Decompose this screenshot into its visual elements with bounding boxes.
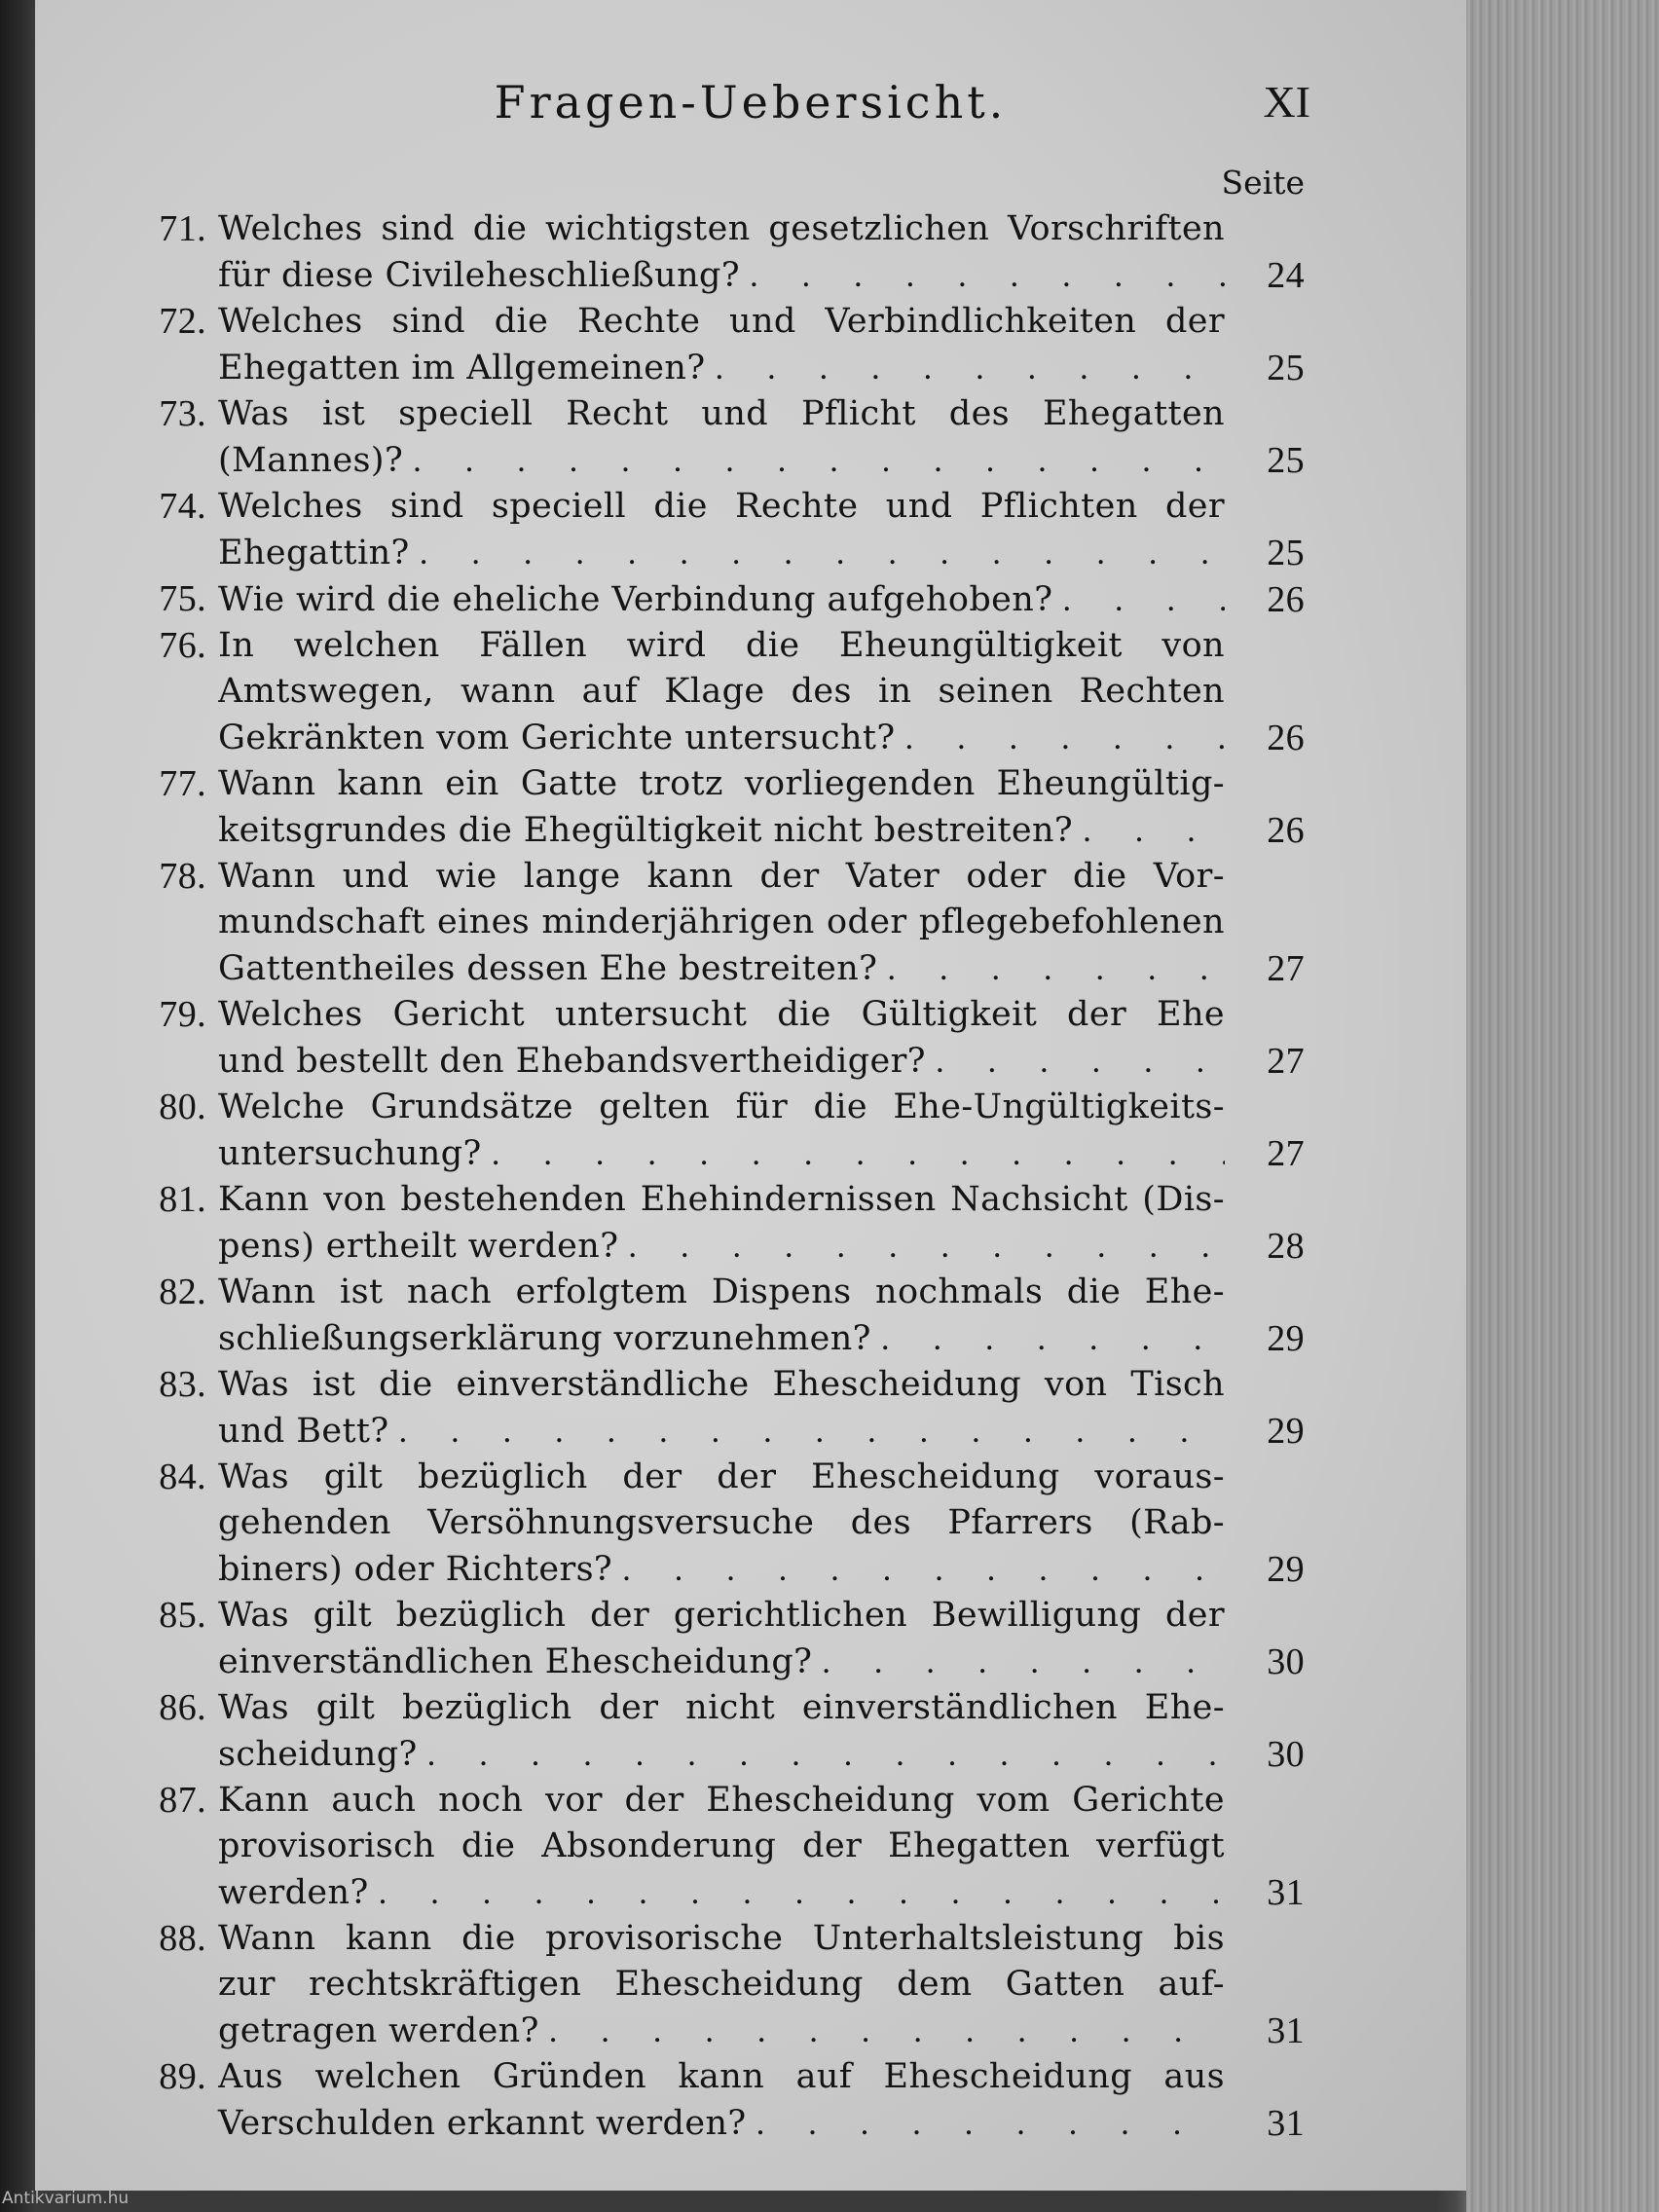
toc-entry <box>101 484 1305 576</box>
entry-text-line: Gekränkten vom Gerichte untersucht? <box>218 719 896 757</box>
entry-text-line: Was gilt bezüglich der der Ehescheidung voraus- <box>218 1457 1225 1496</box>
dot-leader <box>549 2008 1225 2053</box>
entry-page-number: 31 <box>1267 2010 1305 2051</box>
entry-number: 81. <box>159 1179 206 1220</box>
watermark: Antikvarium.hu <box>2 2189 129 2208</box>
toc-entry <box>101 761 1305 854</box>
entry-text-line: Was ist die einverständliche Ehescheidung von Tisch <box>218 1365 1225 1404</box>
entry-number: 85. <box>159 1595 206 1636</box>
dot-leader <box>881 1315 1225 1361</box>
toc-entry <box>101 1593 1305 1685</box>
entry-page-number: 27 <box>1267 1041 1305 1082</box>
entry-number: 76. <box>159 625 206 666</box>
entry-last-line <box>218 2008 1225 2054</box>
dot-leader <box>399 1408 1225 1454</box>
entry-number: 79. <box>159 994 206 1035</box>
entry-last-line <box>218 715 1225 761</box>
entry-text-line: einverständlichen Ehescheidung? <box>218 1642 813 1681</box>
entry-text-line: und bestellt den Ehebandsvertheidiger? <box>218 1042 926 1081</box>
dot-leader <box>905 715 1225 760</box>
entry-page-number: 29 <box>1267 1549 1305 1590</box>
toc-entry <box>101 2054 1305 2147</box>
toc-entry <box>101 854 1305 992</box>
dot-leader <box>887 945 1225 991</box>
dot-leader <box>492 1130 1225 1176</box>
entry-text-line: Kann von bestehenden Ehehindernissen Nachsicht (Dis- <box>218 1180 1225 1219</box>
entry-number: 89. <box>159 2056 206 2097</box>
entry-text-line: scheidung? <box>218 1735 418 1774</box>
toc-entry <box>101 992 1305 1085</box>
entry-last-line <box>218 576 1225 623</box>
dot-leader <box>716 345 1225 390</box>
entry-text-line: Welches sind speciell die Rechte und Pflichten der <box>218 487 1225 526</box>
entry-number: 80. <box>159 1087 206 1127</box>
entry-text-line: und Bett? <box>218 1412 389 1451</box>
entry-text-line: Aus welchen Gründen kann auf Ehescheidung aus <box>218 2057 1225 2096</box>
entry-text-line: Wie wird die eheliche Verbindung aufgehoben? <box>218 580 1053 619</box>
entry-last-line <box>218 1408 1225 1455</box>
entry-page-number: 30 <box>1267 1641 1305 1682</box>
entry-number: 87. <box>159 1780 206 1821</box>
entry-text-line: Kann auch noch vor der Ehescheidung vom Gerichte <box>218 1781 1225 1820</box>
toc-entry <box>101 206 1305 299</box>
entry-text-line: Welches sind die Rechte und Verbindlichkeiten der <box>218 302 1225 341</box>
book-page <box>35 0 1466 2191</box>
entry-last-line <box>218 807 1225 854</box>
entry-page-number: 24 <box>1267 255 1305 296</box>
entry-last-line <box>218 530 1225 576</box>
dot-leader <box>427 1731 1225 1777</box>
book-page-edges <box>1466 0 1659 2212</box>
dot-leader <box>628 1223 1225 1269</box>
entry-page-number: 31 <box>1267 1872 1305 1913</box>
dot-leader <box>420 530 1225 575</box>
entry-page-number: 31 <box>1267 2103 1305 2144</box>
entry-text-line: gehenden Versöhnungsversuche des Pfarrers (Rab- <box>218 1503 1225 1542</box>
entry-last-line <box>218 1315 1225 1362</box>
entry-page-number: 29 <box>1267 1318 1305 1359</box>
entry-text-line: keitsgrundes die Ehegültigkeit nicht bestreiten? <box>218 811 1074 850</box>
header-page-number: XI <box>1263 77 1310 127</box>
toc-entry <box>101 1270 1305 1362</box>
entry-page-number: 25 <box>1267 440 1305 481</box>
page-column-label: Seite <box>1221 164 1305 202</box>
entry-text-line: Wann kann die provisorische Unterhaltsleistung bis <box>218 1919 1225 1958</box>
entry-text-line: untersuchung? <box>218 1134 482 1173</box>
entry-last-line <box>218 1869 1225 1916</box>
toc-entry <box>101 299 1305 391</box>
toc-entry <box>101 391 1305 484</box>
entry-page-number: 26 <box>1267 579 1305 620</box>
toc-entry <box>101 1085 1305 1177</box>
toc-entry <box>101 623 1305 761</box>
entry-page-number: 26 <box>1267 718 1305 758</box>
entry-last-line <box>218 1546 1225 1593</box>
entry-text-line: werden? <box>218 1873 369 1912</box>
entry-last-line <box>218 1130 1225 1177</box>
entry-page-number: 25 <box>1267 348 1305 388</box>
dot-leader <box>379 1869 1225 1915</box>
entry-text-line: zur rechtskräftigen Ehescheidung dem Gatten auf- <box>218 1965 1225 2004</box>
dot-leader <box>1062 576 1225 622</box>
entry-text-line: Welches sind die wichtigsten gesetzlichen Vorschriften <box>218 209 1225 248</box>
toc-entry <box>101 1455 1305 1593</box>
entry-last-line <box>218 945 1225 992</box>
entry-text-line: Ehegattin? <box>218 534 410 572</box>
toc-entry <box>101 576 1305 623</box>
entry-text-line: Verschulden erkannt werden? <box>218 2104 747 2143</box>
entry-text-line: In welchen Fällen wird die Eheungültigkeit von <box>218 626 1225 665</box>
entry-text-line: (Mannes)? <box>218 441 404 480</box>
entry-text-line: Welche Grundsätze gelten für die Ehe-Ungültigkeits- <box>218 1088 1225 1126</box>
entry-last-line <box>218 1731 1225 1778</box>
entry-text-line: Amtswegen, wann auf Klage des in seinen Rechten <box>218 672 1225 711</box>
entry-text-line: Gattentheiles dessen Ehe bestreiten? <box>218 949 878 988</box>
dot-leader <box>756 2100 1225 2146</box>
header-title: Fragen-Uebersicht. <box>494 76 1008 129</box>
entry-last-line <box>218 1223 1225 1270</box>
entry-number: 84. <box>159 1456 206 1497</box>
entry-number: 86. <box>159 1687 206 1728</box>
entry-number: 74. <box>159 486 206 527</box>
entry-page-number: 27 <box>1267 948 1305 989</box>
entry-text-line: Wann und wie lange kann der Vater oder die Vor- <box>218 857 1225 896</box>
running-header <box>35 68 1466 146</box>
entry-last-line <box>218 345 1225 391</box>
entry-number: 75. <box>159 578 206 619</box>
dot-leader <box>936 1038 1225 1084</box>
entry-text-line: Welches Gericht untersucht die Gültigkeit der Ehe <box>218 995 1225 1034</box>
entry-number: 88. <box>159 1918 206 1959</box>
question-index <box>101 206 1305 2147</box>
entry-last-line <box>218 437 1225 484</box>
entry-text-line: Wann kann ein Gatte trotz vorliegenden Eheungültig- <box>218 764 1225 803</box>
entry-text-line: getragen werden? <box>218 2011 539 2050</box>
entry-text-line: schließungserklärung vorzunehmen? <box>218 1319 871 1358</box>
entry-text-line: mundschaft eines minderjährigen oder pflegebefohlenen <box>218 903 1225 941</box>
entry-number: 73. <box>159 393 206 434</box>
entry-page-number: 27 <box>1267 1133 1305 1174</box>
entry-page-number: 29 <box>1267 1411 1305 1452</box>
dot-leader <box>750 252 1225 298</box>
toc-entry <box>101 1778 1305 1916</box>
entry-last-line <box>218 2100 1225 2147</box>
dot-leader <box>822 1639 1225 1684</box>
entry-text-line: Was gilt bezüglich der nicht einverständlichen Ehe- <box>218 1688 1225 1727</box>
dot-leader <box>1083 807 1225 853</box>
entry-text-line: Ehegatten im Allgemeinen? <box>218 349 706 387</box>
toc-entry <box>101 1685 1305 1778</box>
entry-last-line <box>218 252 1225 299</box>
entry-text-line: Was ist speciell Recht und Pflicht des Ehegatten <box>218 394 1225 433</box>
entry-number: 82. <box>159 1272 206 1312</box>
entry-text-line: biners) oder Richters? <box>218 1550 613 1589</box>
dot-leader <box>622 1546 1225 1592</box>
entry-page-number: 25 <box>1267 533 1305 573</box>
toc-entry <box>101 1916 1305 2054</box>
entry-text-line: provisorisch die Absonderung der Ehegatten verfügt <box>218 1826 1225 1865</box>
entry-page-number: 30 <box>1267 1734 1305 1775</box>
entry-number: 77. <box>159 763 206 804</box>
entry-number: 83. <box>159 1364 206 1405</box>
toc-entry <box>101 1362 1305 1455</box>
entry-page-number: 28 <box>1267 1226 1305 1267</box>
entry-page-number: 26 <box>1267 810 1305 851</box>
dot-leader <box>413 437 1225 483</box>
entry-last-line <box>218 1038 1225 1085</box>
entry-number: 72. <box>159 301 206 342</box>
toc-entry <box>101 1177 1305 1270</box>
entry-text-line: Wann ist nach erfolgtem Dispens nochmals die Ehe- <box>218 1272 1225 1311</box>
entry-last-line <box>218 1639 1225 1685</box>
entry-text-line: pens) ertheilt werden? <box>218 1227 619 1266</box>
entry-number: 71. <box>159 208 206 249</box>
entry-text-line: Was gilt bezüglich der gerichtlichen Bewilligung der <box>218 1596 1225 1635</box>
entry-number: 78. <box>159 856 206 897</box>
entry-text-line: für diese Civileheschließung? <box>218 256 741 295</box>
